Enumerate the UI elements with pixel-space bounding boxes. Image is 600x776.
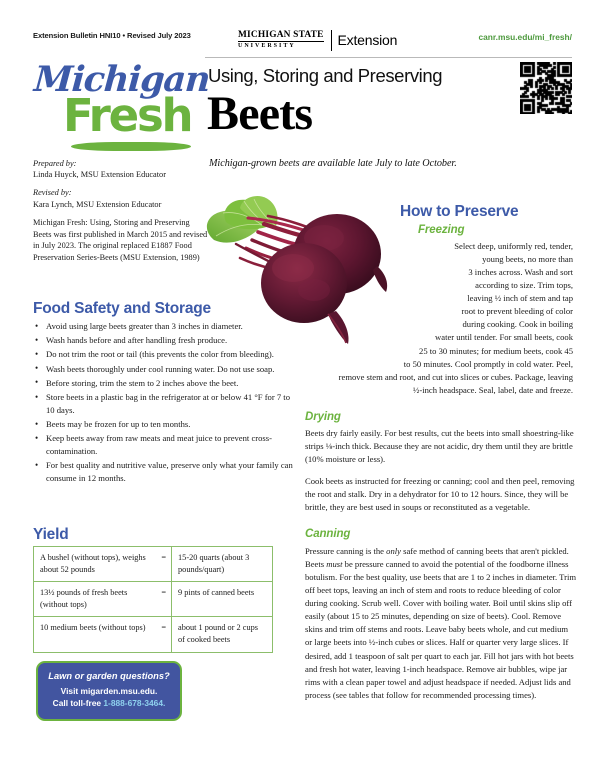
logo-swoosh-shape <box>71 142 191 151</box>
credits-block <box>33 158 209 264</box>
logo-divider <box>331 30 332 51</box>
msu-extension-label: Extension <box>337 32 398 48</box>
yield-quantity-cell: A bushel (without tops), weighs about 52 pounds = <box>34 547 172 582</box>
yield-heading: Yield <box>33 526 69 543</box>
how-to-preserve-heading: How to Preserve <box>400 203 519 220</box>
callout-visit-label: Visit <box>60 686 81 697</box>
msu-university-sub: UNIVERSITY <box>238 43 296 50</box>
yield-result-cell: about 1 pound or 2 cups of cooked beets <box>172 617 273 652</box>
callout-call-label: Call toll-free <box>52 698 104 709</box>
revised-by-label: Revised by: <box>33 188 72 198</box>
freezing-line: leaving ½ inch of stem and tap <box>467 293 573 304</box>
food-safety-heading: Food Safety and Storage <box>33 300 211 317</box>
yield-quantity-cell: 13½ pounds of fresh beets (without tops) = <box>34 582 172 617</box>
msu-wordmark <box>238 31 324 50</box>
freezing-body-text <box>305 240 573 397</box>
yield-result-cell: 15-20 quarts (about 3 pounds/quart) <box>172 547 273 582</box>
yield-result-cell: 9 pints of canned beets <box>172 582 273 617</box>
callout-website-link[interactable]: migarden.msu.edu. <box>80 686 158 697</box>
header-url-link[interactable]: canr.msu.edu/mi_fresh/ <box>478 32 572 42</box>
drying-body-text <box>305 427 577 523</box>
canning-body-text <box>305 545 577 702</box>
freezing-line: young beets, no more than <box>482 254 573 265</box>
drying-heading: Drying <box>305 411 341 423</box>
freezing-line: during cooking. Cook in boiling <box>462 319 573 330</box>
food-safety-item: • Wash hands before and after handling fresh produce. <box>33 334 295 347</box>
logo-word-michigan: Michigan <box>32 59 211 100</box>
freezing-heading: Freezing <box>418 224 465 236</box>
prepared-by-name: Linda Huyck, MSU Extension Educator <box>33 170 166 180</box>
freezing-line: Select deep, uniformly red, tender, <box>454 241 573 251</box>
callout-title: Lawn or garden questions? <box>48 671 170 681</box>
table-row <box>34 547 273 582</box>
msu-extension-logo <box>238 28 397 52</box>
food-safety-list <box>33 320 295 486</box>
yield-table <box>33 546 273 653</box>
page-title: Beets <box>207 87 313 140</box>
freezing-line: according to size. Trim tops, <box>475 280 573 291</box>
title-kicker: Using, Storing and Preserving <box>208 65 443 86</box>
food-safety-item: • Beets may be frozen for up to ten months. <box>33 418 295 431</box>
qr-code-icon[interactable] <box>520 62 572 114</box>
food-safety-item: • Store beets in a plastic bag in the refrigerator at or below 41 °F for 7 to 10 days. <box>33 391 295 416</box>
table-row <box>34 582 273 617</box>
food-safety-item: • Do not trim the root or tail (this prevents the color from bleeding). <box>33 348 295 361</box>
callout-phone-line <box>44 697 174 709</box>
logo-word-fresh: Fresh <box>63 89 192 142</box>
equals-sign: = <box>161 588 167 598</box>
publication-note: Michigan Fresh: Using, Storing and Preserving Beets was first published in March 2015 and revised in July 2023. The original replaced E1887 Food Preservation Series-Beets (MSU Extension, 1989) <box>33 217 208 263</box>
callout-website-line <box>44 685 174 697</box>
bulletin-id: Extension Bulletin HNI10 • Revised July 2023 <box>33 31 191 40</box>
page-header <box>33 28 572 54</box>
freezing-line: 3 inches across. Wash and sort <box>468 267 573 278</box>
prepared-by-label: Prepared by: <box>33 159 77 168</box>
food-safety-item: • Keep beets away from raw meats and meat juice to prevent cross-contamination. <box>33 432 295 457</box>
freezing-line: ½-inch headspace. Seal, label, date and freeze. <box>412 384 573 395</box>
michigan-fresh-logo <box>32 59 211 150</box>
freezing-line: root to prevent bleeding of color <box>461 306 573 317</box>
yield-quantity-cell: 10 medium beets (without tops) = <box>34 617 172 652</box>
equals-sign: = <box>161 553 167 562</box>
food-safety-item: • Before storing, trim the stem to 2 inches above the beet. <box>33 377 295 390</box>
equals-sign: = <box>161 623 167 633</box>
freezing-line: to 50 minutes. Cool promptly in cold water. Peel, <box>403 358 573 369</box>
drying-paragraph: Cook beets as instructed for freezing or canning; cool and then peel, removing the root and stalk. Dry in a dehydrator for 10 to 12 hours. Since, they will be brittle, they are best used in soups or reconstituted as a vegetable. <box>305 476 575 513</box>
table-row <box>34 617 273 652</box>
freezing-line: 25 to 30 minutes; for medium beets, cook 45 <box>419 345 573 356</box>
lawn-garden-callout[interactable] <box>36 661 182 721</box>
msu-university-name: MICHIGAN STATE <box>238 31 324 42</box>
canning-paragraph: Pressure canning is the only safe method of canning beets that aren't pickled. Beets must be pressure canned to avoid the potential of the foodborne illness botulism. For the best quality, use beets that are 1 to 2 inches in diameter. Trim off beet tops, leaving an inch of stem and roots to reduce bleeding of color during cooking. Scrub well. Cover with boiling water. Boil until skins slip off easily (about 15 to 25 minutes, depending on size of beets). Cool. Remove skins and trim off stems and roots. Leave baby beets whole, and cut medium or large beets into ½-inch cubes or slices. Half or quarter very large slices. If desired, add 1 teaspoon of salt per quart to each jar. Fill hot jars with hot beets and fresh hot water, leaving 1-inch headspace. Remove air bubbles, wipe jar rims with a clean paper towel and adjust headspace if needed. Adjust lids and process (see tables that follow for recommended processing times). <box>305 546 577 700</box>
canning-heading: Canning <box>305 528 351 540</box>
drying-paragraph: Beets dry fairly easily. For best results, cut the beets into small shoestring-like strips ⅛-inch thick. Because they are not acidic, dry them until they are brittle (10% moisture or less). <box>305 428 574 465</box>
freezing-line: water until tender. For small beets, cook <box>435 332 573 343</box>
food-safety-item: • Wash beets thoroughly under cool running water. Do not use soap. <box>33 363 295 376</box>
title-subtitle: Michigan-grown beets are available late July to late October. <box>209 158 457 169</box>
callout-phone-number[interactable]: 1-888-678-3464. <box>103 698 166 709</box>
revised-by-name: Kara Lynch, MSU Extension Educator <box>33 199 162 209</box>
freezing-line: remove stem and root, and cut into slices or cubes. Package, leaving <box>338 371 573 382</box>
food-safety-item: • For best quality and nutritive value, preserve only what your family can consume in 12 months. <box>33 459 295 484</box>
header-divider-rule <box>205 57 572 58</box>
food-safety-item: • Avoid using large beets greater than 3 inches in diameter. <box>33 320 295 333</box>
